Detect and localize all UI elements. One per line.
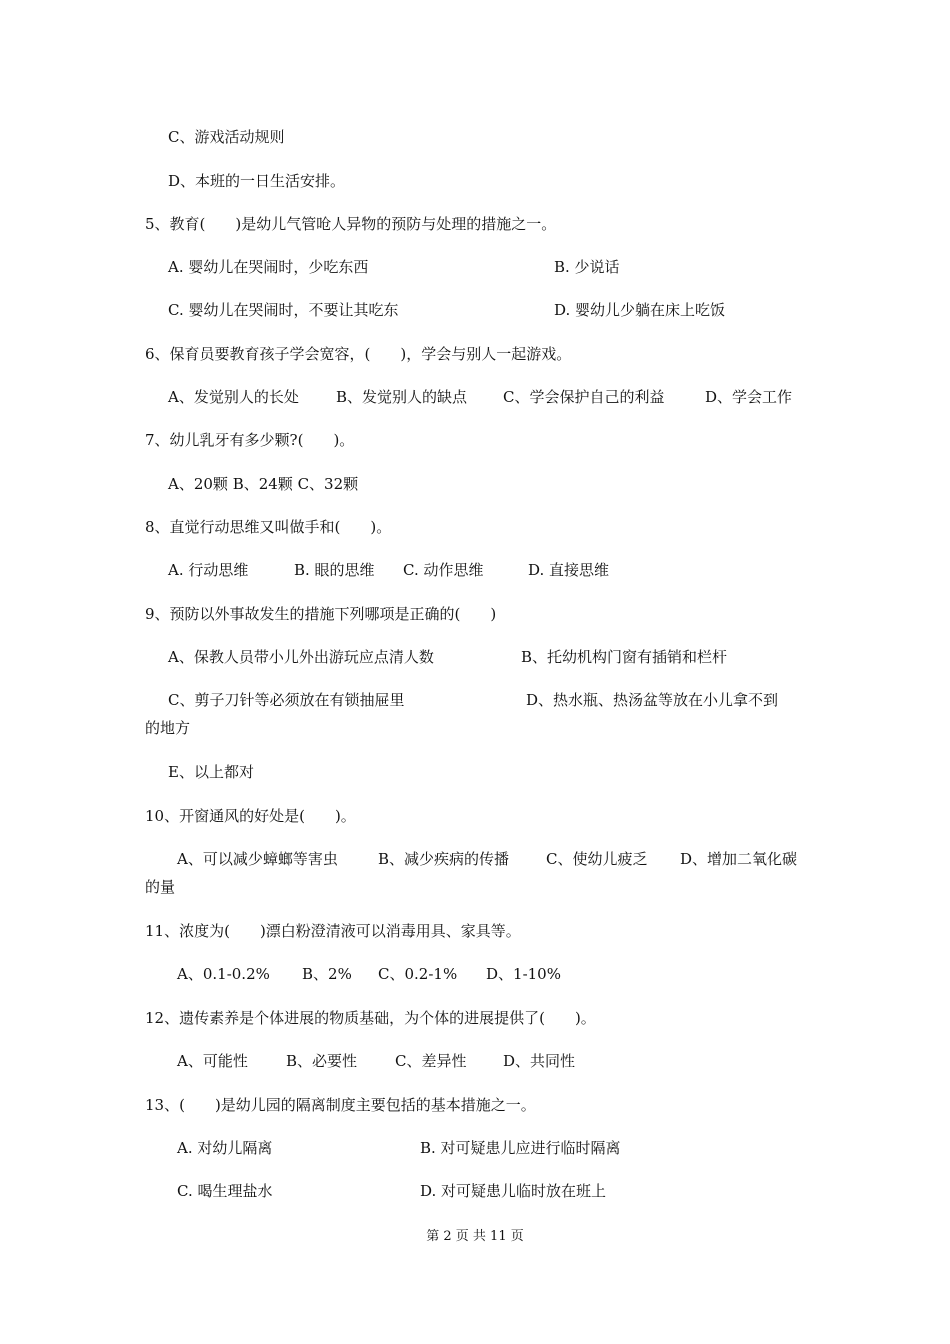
option-12a: A、可能性: [177, 1052, 248, 1070]
option-11a: A、0.1-0.2%: [177, 965, 270, 983]
option-6b: B、发觉别人的缺点: [336, 388, 468, 406]
question-9: 9、预防以外事故发生的措施下列哪项是正确的( ): [145, 605, 497, 623]
question-11: 11、浓度为( )漂白粉澄清液可以消毒用具、家具等。: [145, 922, 521, 940]
option-6a: A、发觉别人的长处: [168, 388, 299, 406]
question-10: 10、开窗通风的好处是( )。: [145, 807, 356, 825]
option-10a: A、可以减少蟑螂等害虫: [177, 850, 338, 868]
option-8c: C. 动作思维: [403, 561, 484, 579]
option-10b: B、减少疾病的传播: [378, 850, 510, 868]
option-11b: B、2%: [302, 965, 352, 983]
page-footer: 第 2 页 共 11 页: [426, 1229, 524, 1244]
question-12: 12、遗传素养是个体进展的物质基础，为个体的进展提供了( )。: [145, 1009, 596, 1027]
option-5b: B. 少说话: [554, 258, 620, 276]
option-11c: C、0.2-1%: [378, 965, 458, 983]
question-5: 5、教育( )是幼儿气管呛人异物的预防与处理的措施之一。: [145, 215, 557, 233]
option-6d: D、学会工作: [705, 388, 793, 406]
option-12d: D、共同性: [503, 1052, 576, 1070]
option-13b: B. 对可疑患儿应进行临时隔离: [420, 1139, 621, 1157]
question-8: 8、直觉行动思维又叫做手和( )。: [145, 518, 392, 536]
option-5d: D. 婴幼儿少躺在床上吃饭: [554, 301, 726, 319]
option-8a: A. 行动思维: [168, 561, 249, 579]
option-10c: C、使幼儿疲乏: [546, 850, 648, 868]
option-13d: D. 对可疑患儿临时放在班上: [420, 1182, 607, 1200]
option-6c: C、学会保护自己的利益: [503, 388, 665, 406]
option-13c: C. 喝生理盐水: [177, 1182, 273, 1200]
option-12c: C、差异性: [395, 1052, 467, 1070]
option-10d-continued: 的量: [145, 878, 176, 896]
option-9a: A、保教人员带小儿外出游玩应点清人数: [168, 648, 434, 666]
option-4d: D、本班的一日生活安排。: [168, 172, 346, 190]
option-4c: C、游戏活动规则: [168, 128, 285, 146]
option-9d-continued: 的地方: [145, 719, 191, 737]
option-13a: A. 对幼儿隔离: [177, 1139, 273, 1157]
question-7: 7、幼儿乳牙有多少颗?( )。: [145, 431, 355, 449]
option-10d: D、增加二氧化碳: [680, 850, 798, 868]
question-13: 13、( )是幼儿园的隔离制度主要包括的基本措施之一。: [145, 1096, 536, 1114]
option-5c: C. 婴幼儿在哭闹时，不要让其吃东: [168, 301, 399, 319]
option-12b: B、必要性: [286, 1052, 358, 1070]
option-11d: D、1-10%: [486, 965, 561, 983]
option-9d: D、热水瓶、热汤盆等放在小儿拿不到: [526, 691, 779, 709]
option-8d: D. 直接思维: [528, 561, 610, 579]
option-9c: C、剪子刀针等必须放在有锁抽屉里: [168, 691, 405, 709]
options-7: A、20颗 B、24颗 C、32颗: [168, 475, 359, 493]
option-8b: B. 眼的思维: [294, 561, 375, 579]
question-6: 6、保育员要教育孩子学会宽容，( )，学会与别人一起游戏。: [145, 345, 572, 363]
option-5a: A. 婴幼儿在哭闹时，少吃东西: [168, 258, 369, 276]
option-9e: E、以上都对: [168, 763, 254, 781]
option-9b: B、托幼机构门窗有插销和栏杆: [521, 648, 728, 666]
